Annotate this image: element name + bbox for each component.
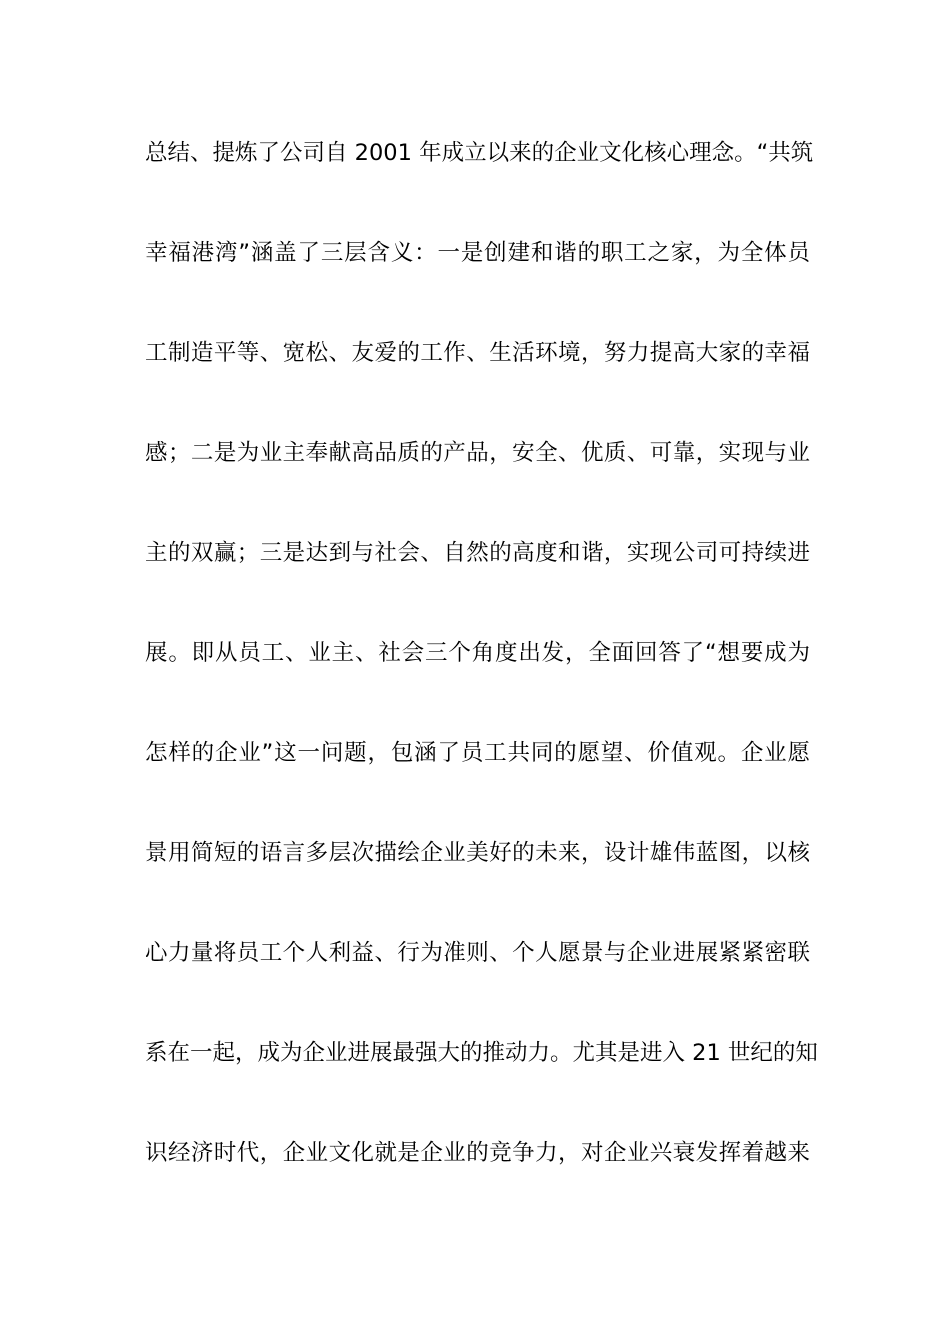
text-line: 总结、提炼了公司自 2001 年成立以来的企业文化核心理念。“共筑: [145, 140, 814, 166]
text-line: 工制造平等、宽松、友爱的工作、生活环境，努力提高大家的幸福: [145, 340, 810, 366]
text-line: 识经济时代，企业文化就是企业的竞争力，对企业兴衰发挥着越来: [145, 1140, 810, 1166]
body-paragraph: [145, 127, 818, 1227]
text-line: 怎样的企业”这一问题，包涵了员工共同的愿望、价值观。企业愿: [145, 740, 810, 766]
text-line: 系在一起，成为企业进展最强大的推动力。尤其是进入 21 世纪的知: [145, 1040, 818, 1066]
text-line: 幸福港湾”涵盖了三层含义：一是创建和谐的职工之家，为全体员: [145, 240, 810, 266]
text-line: 展。即从员工、业主、社会三个角度出发，全面回答了“想要成为: [145, 640, 810, 666]
text-line: 景用简短的语言多层次描绘企业美好的未来，设计雄伟蓝图，以核: [145, 840, 810, 866]
text-line: 感；二是为业主奉献高品质的产品，安全、优质、可靠，实现与业: [145, 440, 810, 466]
text-line: 主的双赢；三是达到与社会、自然的高度和谐，实现公司可持续进: [145, 540, 810, 566]
text-line: 心力量将员工个人利益、行为准则、个人愿景与企业进展紧紧密联: [145, 940, 810, 966]
